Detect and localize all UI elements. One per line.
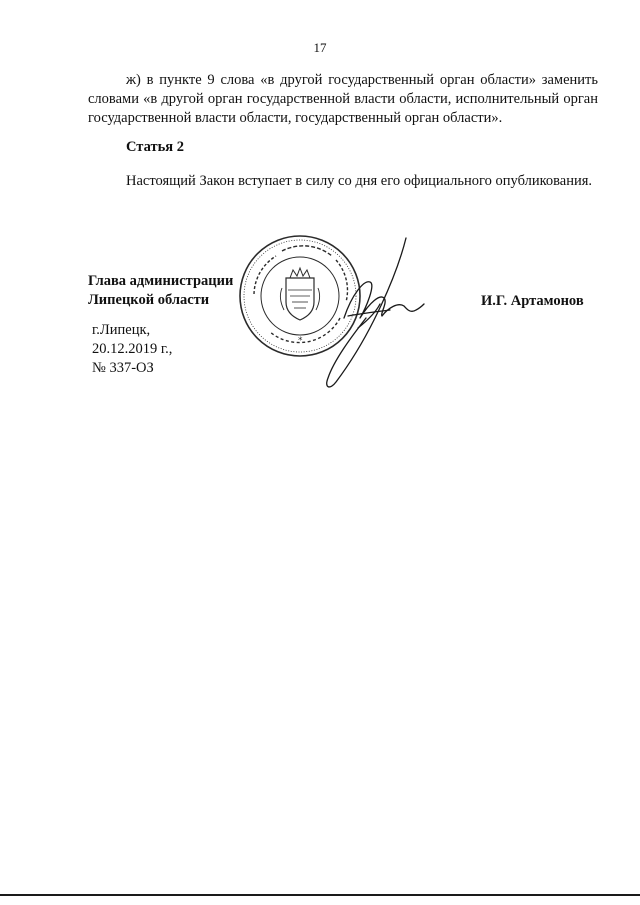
signer-title-line-1: Глава администрации (88, 273, 234, 289)
page-bottom-rule (0, 894, 640, 896)
place-and-date (92, 321, 172, 378)
signer-title-line-2: Липецкой области (88, 292, 210, 308)
law-number: № 337-ОЗ (92, 360, 154, 376)
signer-title (88, 272, 233, 310)
signer-name: И.Г. Артамонов (481, 293, 584, 309)
article-heading: Статья 2 (126, 139, 184, 155)
coat-of-arms-icon (280, 268, 319, 320)
enactment-paragraph: Настоящий Закон вступает в силу со дня его официального опубликования. (126, 173, 593, 189)
svg-text:*: * (298, 336, 303, 346)
amendment-paragraph: ж) в пункте 9 слова «в другой государственный орган области» заменить словами «в другой орган государственной власти области, исполнительный орган государственной власти области, государственный орган области». (88, 72, 598, 126)
signing-place: г.Липецк, (92, 322, 151, 338)
page-number: 17 (313, 40, 327, 55)
signing-date: 20.12.2019 г., (92, 341, 173, 357)
handwritten-signature (318, 232, 430, 392)
